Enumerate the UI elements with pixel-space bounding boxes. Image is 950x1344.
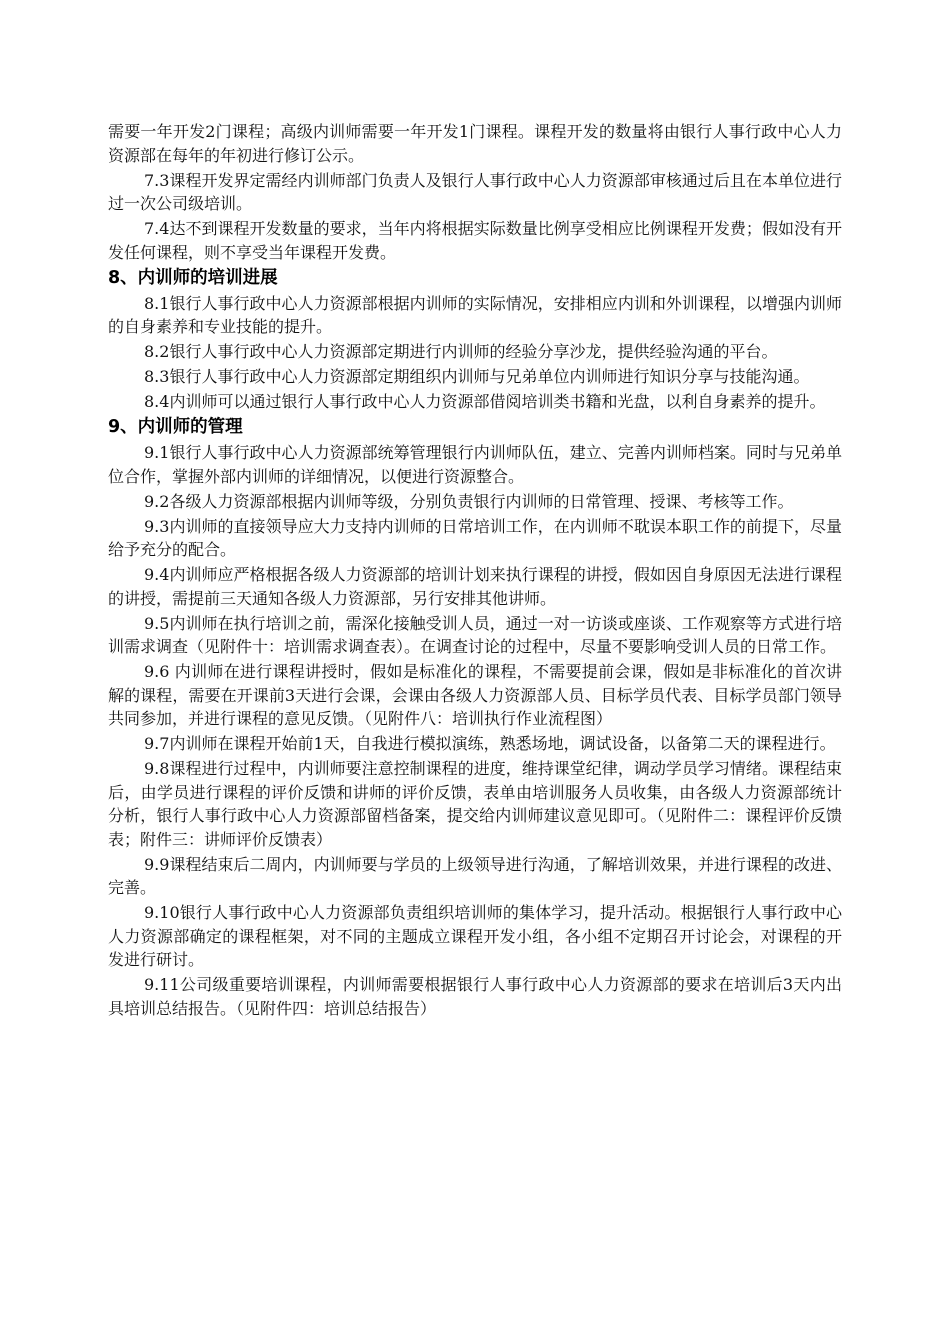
paragraph-9-4: 9.4内训师应严格根据各级人力资源部的培训计划来执行课程的讲授，假如因自身原因无法进行课程的讲授，需提前三天通知各级人力资源部，另行安排其他讲师。 xyxy=(108,565,842,608)
paragraph-9-2: 9.2各级人力资源部根据内训师等级，分别负责银行内训师的日常管理、授课、考核等工作。 xyxy=(144,491,794,511)
paragraph-9-3: 9.3内训师的直接领导应大力支持内训师的日常培训工作，在内训师不耽误本职工作的前提下，尽量给予充分的配合。 xyxy=(108,516,842,559)
paragraph-7-3: 7.3课程开发界定需经内训师部门负责人及银行人事行政中心人力资源部审核通过后且在本单位进行过一次公司级培训。 xyxy=(108,170,842,213)
paragraph-9-1: 9.1银行人事行政中心人力资源部统筹管理银行内训师队伍，建立、完善内训师档案。同时与兄弟单位合作，掌握外部内训师的详细情况，以便进行资源整合。 xyxy=(108,443,842,486)
paragraph-8-4: 8.4内训师可以通过银行人事行政中心人力资源部借阅培训类书籍和光盘，以利自身素养的提升。 xyxy=(144,392,826,411)
document-page xyxy=(108,120,842,1022)
section-8-heading: 8、内训师的培训进展 xyxy=(108,267,278,288)
paragraph-7-2-continued: 需要一年开发2门课程；高级内训师需要一年开发1门课程。课程开发的数量将由银行人事行政中心人力资源部在每年的年初进行修订公示。 xyxy=(108,122,842,165)
paragraph-9-6: 9.6 内训师在进行课程讲授时，假如是标准化的课程，不需要提前会课，假如是非标准化的首次讲解的课程，需要在开课前3天进行会课，会课由各级人力资源部人员、目标学员代表、目标学员部门领导共同参加，并进行课程的意见反馈。（见附件八：培训执行作业流程图） xyxy=(108,662,842,728)
paragraph-8-1: 8.1银行人事行政中心人力资源部根据内训师的实际情况，安排相应内训和外训课程，以增强内训师的自身素养和专业技能的提升。 xyxy=(108,293,842,336)
paragraph-9-7: 9.7内训师在课程开始前1天，自我进行模拟演练，熟悉场地，调试设备，以备第二天的课程进行。 xyxy=(144,734,836,753)
paragraph-8-3: 8.3银行人事行政中心人力资源部定期组织内训师与兄弟单位内训师进行知识分享与技能沟通。 xyxy=(144,367,810,386)
paragraph-7-4: 7.4达不到课程开发数量的要求，当年内将根据实际数量比例享受相应比例课程开发费；假如没有开发任何课程，则不享受当年课程开发费。 xyxy=(108,219,842,262)
paragraph-9-5: 9.5内训师在执行培训之前，需深化接触受训人员，通过一对一访谈或座谈、工作观察等方式进行培训需求调查（见附件十：培训需求调查表）。在调查讨论的过程中，尽量不要影响受训人员的日常工作。 xyxy=(108,613,842,656)
paragraph-9-10: 9.10银行人事行政中心人力资源部负责组织培训师的集体学习，提升活动。根据银行人事行政中心人力资源部确定的课程框架，对不同的主题成立课程开发小组，各小组不定期召开讨论会，对课程的开发进行研讨。 xyxy=(108,903,842,969)
paragraph-9-11: 9.11公司级重要培训课程，内训师需要根据银行人事行政中心人力资源部的要求在培训后3天内出具培训总结报告。（见附件四：培训总结报告） xyxy=(108,975,842,1018)
paragraph-9-8: 9.8课程进行过程中，内训师要注意控制课程的进度，维持课堂纪律，调动学员学习情绪。课程结束后，由学员进行课程的评价反馈和讲师的评价反馈，表单由培训服务人员收集，由各级人力资源部统计分析，银行人事行政中心人力资源部留档备案，提交给内训师建议意见即可。（见附件二：课程评价反馈表；附件三：讲师评价反馈表） xyxy=(108,759,842,849)
paragraph-9-9: 9.9课程结束后二周内，内训师要与学员的上级领导进行沟通，了解培训效果，并进行课程的改进、完善。 xyxy=(108,854,842,897)
section-9-heading: 9、内训师的管理 xyxy=(108,417,243,437)
paragraph-8-2: 8.2银行人事行政中心人力资源部定期进行内训师的经验分享沙龙，提供经验沟通的平台。 xyxy=(144,342,778,361)
